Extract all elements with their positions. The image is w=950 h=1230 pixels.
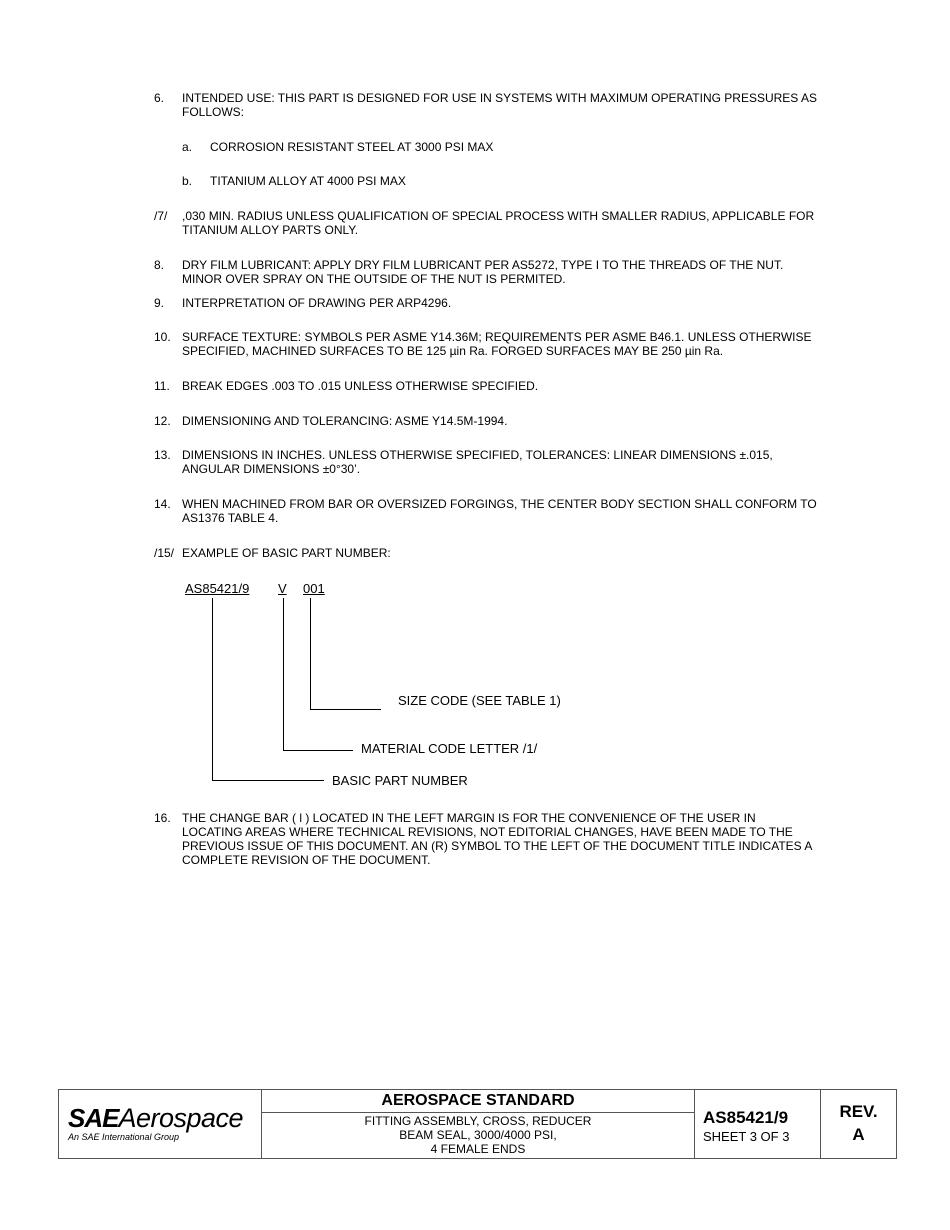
note-number: 12. (154, 414, 171, 428)
note-line: DIMENSIONING AND TOLERANCING: ASME Y14.5M-1994. (182, 414, 508, 428)
note-line: INTENDED USE: THIS PART IS DESIGNED FOR USE IN SYSTEMS WITH MAXIMUM OPERATING PRESSURES AS (182, 91, 817, 105)
size-leader-horizontal (310, 709, 381, 710)
material-code: V (278, 581, 287, 596)
note-line: PREVIOUS ISSUE OF THIS DOCUMENT. AN (R) SYMBOL TO THE LEFT OF THE DOCUMENT TITLE INDICATES A (182, 839, 813, 853)
standard-heading: AEROSPACE STANDARD (262, 1090, 694, 1113)
description-line: BEAM SEAL, 3000/4000 PSI, (399, 1128, 557, 1142)
size-code: 001 (303, 581, 325, 596)
sheet-number: SHEET 3 OF 3 (703, 1129, 790, 1144)
material-code-label: MATERIAL CODE LETTER /1/ (361, 741, 538, 756)
description-line: FITTING ASSEMBLY, CROSS, REDUCER (364, 1114, 592, 1128)
note-number: 14. (154, 497, 171, 511)
document-title (262, 1090, 695, 1158)
size-code-label: SIZE CODE (SEE TABLE 1) (398, 693, 561, 708)
note-number: 9. (154, 296, 165, 310)
material-leader-horizontal (283, 750, 353, 751)
note-line: ,030 MIN. RADIUS UNLESS QUALIFICATION OF SPECIAL PROCESS WITH SMALLER RADIUS, APPLICABLE FOR (182, 209, 815, 223)
revision-label: REV. (839, 1102, 878, 1121)
basic-leader-horizontal (212, 780, 324, 781)
basic-part-code: AS85421/9 (185, 581, 250, 596)
basic-leader-vertical (212, 598, 213, 781)
note-number: 6. (154, 91, 165, 105)
title-block (58, 1089, 897, 1159)
material-leader-vertical (283, 598, 284, 751)
note-line: EXAMPLE OF BASIC PART NUMBER: (182, 546, 391, 560)
logo-brand: SAE (68, 1103, 119, 1133)
subitem-text: CORROSION RESISTANT STEEL AT 3000 PSI MAX (210, 140, 494, 154)
document-number-cell (695, 1090, 821, 1158)
subitem-text: TITANIUM ALLOY AT 4000 PSI MAX (210, 174, 406, 188)
logo-tagline: An SAE International Group (68, 1132, 180, 1142)
basic-part-label: BASIC PART NUMBER (332, 773, 468, 788)
sae-logo (59, 1090, 262, 1158)
note-number: /7/ (154, 209, 168, 223)
note-line: ANGULAR DIMENSIONS ±0°30’. (182, 462, 361, 476)
note-number: /15/ (154, 546, 175, 560)
note-line: TITANIUM ALLOY PARTS ONLY. (182, 223, 359, 237)
note-number: 10. (154, 330, 171, 344)
size-leader-vertical (310, 598, 311, 710)
logo-word: Aerospace (118, 1103, 244, 1133)
note-line: THE CHANGE BAR ( l ) LOCATED IN THE LEFT MARGIN IS FOR THE CONVENIENCE OF THE USER IN (182, 811, 756, 825)
note-line: LOCATING AREAS WHERE TECHNICAL REVISIONS, NOT EDITORIAL CHANGES, HAVE BEEN MADE TO THE (182, 825, 793, 839)
note-line: MINOR OVER SPRAY ON THE OUTSIDE OF THE NUT IS PERMITED. (182, 272, 566, 286)
note-number: 16. (154, 811, 171, 825)
note-number: 11. (154, 379, 170, 393)
note-line: COMPLETE REVISION OF THE DOCUMENT. (182, 853, 431, 867)
note-line: DRY FILM LUBRICANT: APPLY DRY FILM LUBRICANT PER AS5272, TYPE I TO THE THREADS OF THE NUT. (182, 258, 784, 272)
note-line: DIMENSIONS IN INCHES. UNLESS OTHERWISE SPECIFIED, TOLERANCES: LINEAR DIMENSIONS ±.015, (182, 448, 773, 462)
note-line: SURFACE TEXTURE: SYMBOLS PER ASME Y14.36M; REQUIREMENTS PER ASME B46.1. UNLESS OTHERWISE (182, 330, 812, 344)
subitem-letter: b. (182, 174, 193, 188)
note-line: WHEN MACHINED FROM BAR OR OVERSIZED FORGINGS, THE CENTER BODY SECTION SHALL CONFORM TO (182, 497, 817, 511)
note-line: AS1376 TABLE 4. (182, 511, 279, 525)
revision-value: A (852, 1125, 865, 1144)
subitem-letter: a. (182, 140, 193, 154)
revision-cell (821, 1090, 896, 1158)
description-line: 4 FEMALE ENDS (430, 1142, 526, 1156)
note-line: BREAK EDGES .003 TO .015 UNLESS OTHERWISE SPECIFIED. (182, 379, 539, 393)
note-line: INTERPRETATION OF DRAWING PER ARP4296. (182, 296, 452, 310)
note-number: 8. (154, 258, 165, 272)
note-line: FOLLOWS: (182, 105, 245, 119)
note-number: 13. (154, 448, 171, 462)
note-line: SPECIFIED, MACHINED SURFACES TO BE 125 µin Ra. FORGED SURFACES MAY BE 250 µin Ra. (182, 344, 724, 358)
document-number: AS85421/9 (703, 1108, 789, 1127)
